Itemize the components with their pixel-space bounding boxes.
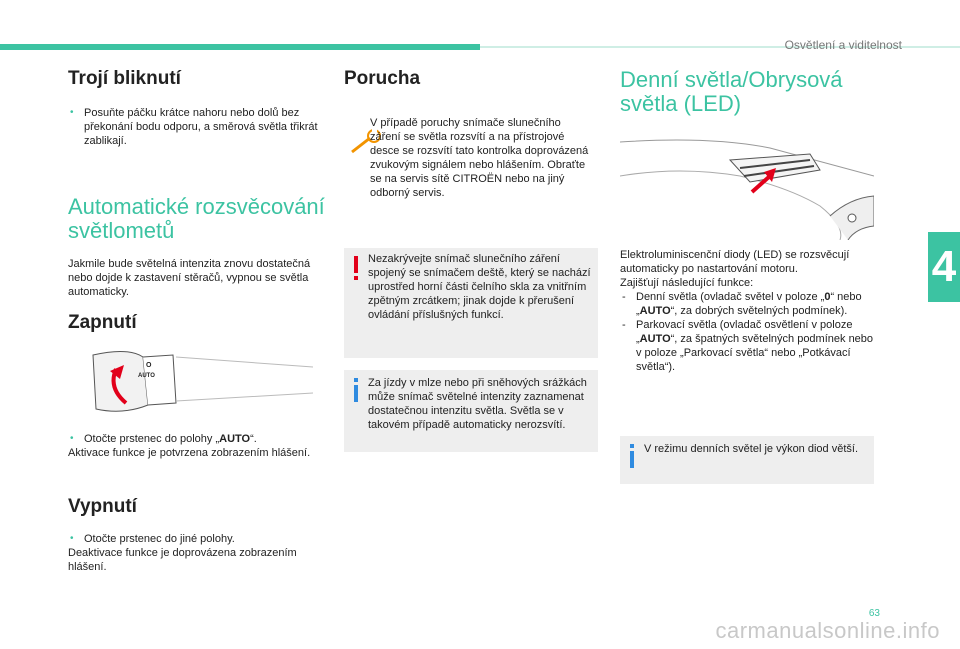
drl-item2-auto: AUTO <box>639 333 671 345</box>
drl-item2-a: Parkovací světla (ovladač osvětlení v poloze „ <box>636 319 853 345</box>
drl-text: Elektroluminiscenční diody (LED) se rozsvěcují automaticky po nastartování motoru. <box>620 249 850 275</box>
column-2 <box>344 68 598 90</box>
drl-item-parking <box>620 318 878 374</box>
drl-item1-e: “, za dobrých světelných podmínek). <box>670 305 848 317</box>
section-title: Osvětlení a viditelnost <box>784 38 902 52</box>
switch-off-text: • Otočte prstenec do jiné polohy. <box>68 532 330 546</box>
stalk-label-o: O <box>146 362 152 369</box>
warning-icon <box>352 256 360 282</box>
page-number: 63 <box>868 608 880 619</box>
stalk-diagram-icon <box>68 343 330 419</box>
switch-on-section <box>68 312 330 334</box>
switch-off-section <box>68 496 330 574</box>
fault-block <box>344 116 598 216</box>
drl-item1-auto: AUTO <box>639 305 671 317</box>
info-box-fog <box>344 370 598 452</box>
auto-lighting-title: Automatické rozsvěcování světlometů <box>68 194 325 243</box>
triple-flash-title: Trojí bliknutí <box>68 68 181 89</box>
switch-off-title: Vypnutí <box>68 496 137 517</box>
info-icon <box>352 378 360 402</box>
info-box-led <box>620 436 874 484</box>
switch-on-text <box>68 432 330 446</box>
triple-flash-text: • Posuňte páčku krátce nahoru nebo dolů bez překonání bodu odporu, a směrová světla třikrát zablikají. <box>68 106 330 148</box>
drl-item1-zero: 0 <box>824 291 831 303</box>
fault-title: Porucha <box>344 68 421 89</box>
auto-lighting-text: Jakmile bude světelná intenzita znovu dostatečná nebo dojde k zastavení stěračů, vypnou se světla automaticky. <box>68 258 311 298</box>
drl-item-daylights <box>620 290 878 318</box>
switch-on-title: Zapnutí <box>68 312 137 333</box>
drl-item1-c: “ nebo „ <box>636 291 862 317</box>
stalk-label-auto: AUTO <box>138 373 155 379</box>
fault-text: V případě poruchy snímače slunečního záření se světla rozsvítí a na přístrojové desce se rozsvítí tato kontrolka doprovázená zvukovým signálem nebo hlášením. Obraťte se na servis sítě CITROËN nebo na jiný odborný servis. <box>370 117 589 199</box>
switch-on-text-a: Otočte prstenec do polohy „ <box>84 433 220 445</box>
column-3 <box>620 68 878 116</box>
header-accent-bar <box>0 44 480 50</box>
switch-off-confirm-text: Deaktivace funkce je doprovázena zobrazením hlášení. <box>68 547 297 573</box>
chapter-tab: 4 <box>928 232 960 302</box>
switch-on-confirm-text: Aktivace funkce je potvrzena zobrazením hlášení. <box>68 447 311 459</box>
drl-title: Denní světla/Obrysová světla (LED) <box>620 67 843 116</box>
info-led-text: V režimu denních světel je výkon diod větší. <box>644 443 858 455</box>
drl-item2-c: “, za špatných světelných podmínek nebo v poloze „Parkovací světla“ nebo „Potkávací světla“). <box>636 333 874 373</box>
drl-text-block <box>620 248 878 374</box>
warning-box <box>344 248 598 358</box>
drl-functions: Zajišťují následující funkce: <box>620 277 754 289</box>
car-headlight-icon <box>620 136 874 240</box>
warning-text: Nezakrývejte snímač slunečního záření spojený se snímačem deště, který se nachází uprostřed horní části čelního skla za vnitřním zpětným zrcátkem; jinak dojde k přerušení ovládání příslušných funkcí. <box>368 253 591 321</box>
stalk-illustration <box>68 343 330 419</box>
info-icon <box>628 444 636 468</box>
switch-on-text-block <box>68 432 330 460</box>
switch-on-auto-label: AUTO <box>219 433 251 445</box>
drl-item1-a: Denní světla (ovladač světel v poloze „ <box>636 291 825 303</box>
led-illustration <box>620 136 874 240</box>
watermark: carmanualsonline.info <box>715 618 940 643</box>
info-fog-text: Za jízdy v mlze nebo při sněhových srážkách může snímač světelné intenzity zaznamenat dostatečnou intenzitu světla. Světla se v takovém případě automaticky nerozsvítí. <box>368 377 587 431</box>
switch-on-text-c: “. <box>250 433 257 445</box>
column-1 <box>68 68 330 148</box>
auto-lighting-section <box>68 195 330 299</box>
